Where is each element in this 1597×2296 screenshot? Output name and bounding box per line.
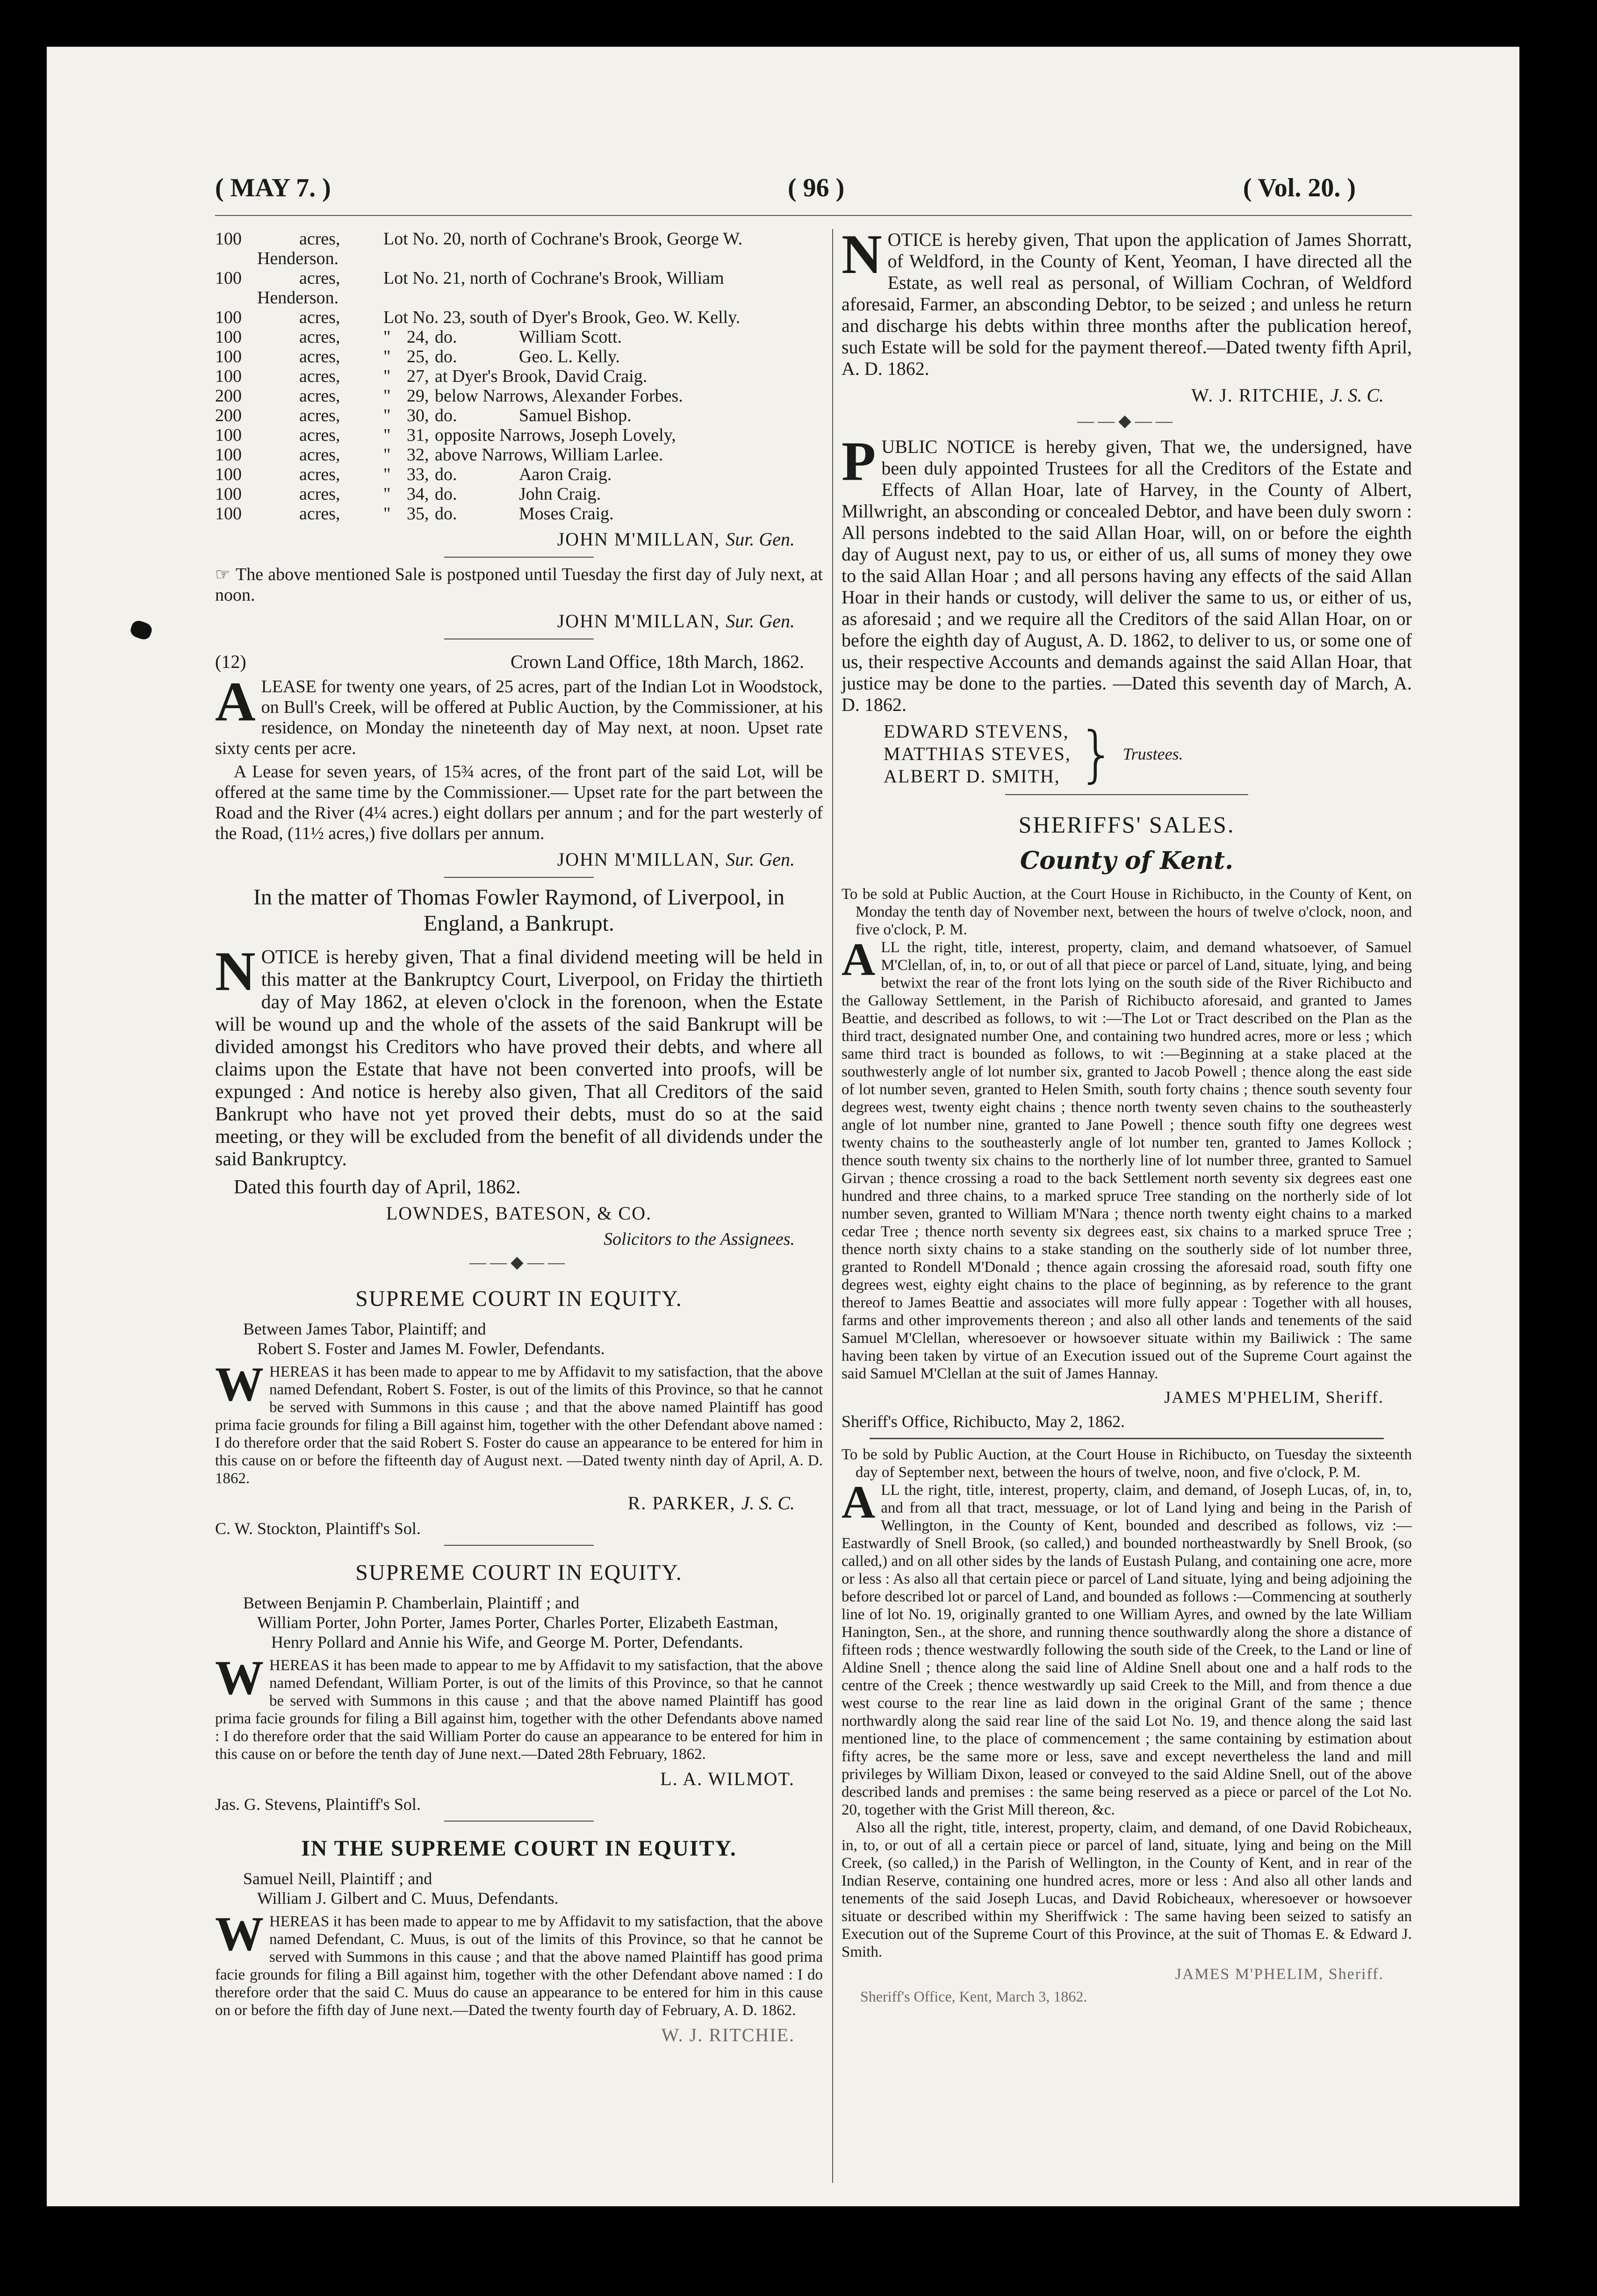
ditto-mark: " (383, 386, 391, 406)
ditto-mark: " (383, 465, 391, 484)
header-volume: ( Vol. 20. ) (1243, 173, 1356, 202)
left-column (215, 229, 823, 2051)
sale2-intro: To be sold by Public Auction, at the Court House in Richibucto, on Tuesday the sixteenth day of September next, between the hours of twelve, noon, and five o'clock, P. M. (842, 1446, 1412, 1481)
ditto-mark: " (383, 484, 391, 504)
lot-label: acres, (299, 386, 340, 406)
signature-title: Sur. Gen. (726, 610, 795, 631)
column-divider (832, 229, 833, 2183)
lot-place: do. (435, 465, 457, 484)
sc2-defendants: William Porter, John Porter, James Porter, Charles Porter, Elizabeth Eastman, Henry Pollard and Annie his Wife, and George M. Porter, Defendants. (257, 1613, 778, 1651)
lot-text: Lot No. 23, south of Dyer's Brook, Geo. W. Kelly. (383, 308, 741, 327)
sc2-between: Between Benjamin P. Chamberlain, Plaintiff ; and (243, 1593, 580, 1612)
lot-place: at Dyer's Brook, David Craig. (435, 366, 647, 386)
sale2-text: LL the right, title, interest, property, claim, and demand, of Joseph Lucas, of, in, to, and from all that tract, messuage, or lot of Land lying and being in the Parish of Wellington, in the County of Kent, bounded and described as follows, viz :—Eastwardly of Snell Brook, (so called,) and bounded northeastwardly by Snell Brook, (so called,) and on all other sides by the lands of Eustash Pulang, and containing one acre, more or less : As also all that certain piece or parcel of Land situate, lying and being adjoining the before described lot or parcel of Land, and bounded as follows :—Commencing at southerly line of lot No. 19, originally granted to one William Ayres, and owned by the late William Hanington, Sen., at the shore, and running thence southwardly along the shore a distance of fifteen rods ; thence westwardly following the south side of the Creek, to the Land or line of Aldine Snell ; thence along the said line of Aldine Snell about one and a half rods to the centre of the Creek ; thence westwardly up said Creek to the Mill, and from thence a due west course to the rear line as laid down in the original Grant of the same ; thence northwardly along the said rear line of the said Lot No. 19, and thence along the said last mentioned line, to the place of commencement ; the same containing by estimation about fifty acres, be the same more or less, save and except nevertheless the land and mill privileges by William Dixon, leased or conveyed to the said Aldine Snell, out of the above described lands and premises : the same being reserved as a piece or parcel of the Lot No. 20, together with the Grist Mill thereon, &c. (842, 1482, 1412, 1818)
sale2-body (842, 1476, 1412, 1819)
sc1-defendants: Robert S. Foster and James M. Fowler, Defendants. (257, 1339, 605, 1358)
sale2-office: Sheriff's Office, Kent, March 3, 1862. (860, 1988, 1087, 2005)
trustee-names (884, 720, 1071, 788)
lot-number: 29, (407, 386, 429, 406)
lot-number: 27, (407, 366, 429, 386)
lot-number: 25, (407, 347, 429, 366)
header-date: ( MAY 7. ) (215, 173, 331, 202)
lot-label: acres, (299, 229, 340, 249)
lot-acres: 200 (215, 406, 242, 425)
lot-row (215, 347, 823, 366)
drop-cap: P (842, 430, 876, 492)
lot-place: above Narrows, William Larlee. (435, 445, 663, 465)
lot-row (215, 268, 823, 288)
sc2-judge: L. A. WILMOT. (660, 1768, 795, 1789)
drop-cap: W (215, 1907, 264, 1961)
judge-title: J. S. C. (741, 1492, 795, 1514)
lot-place: do. (435, 504, 457, 524)
sc2-solicitor: Jas. G. Stevens, Plaintiff's Sol. (215, 1795, 421, 1814)
lot-text: Lot No. 20, north of Cochrane's Brook, George W. (383, 229, 743, 249)
trustee-notice (842, 430, 1412, 716)
lot-label: acres, (299, 484, 340, 504)
ditto-mark: " (383, 327, 391, 347)
n1-signature (842, 384, 1384, 406)
lot-row (215, 308, 823, 327)
ornament: ——◆—— (1077, 411, 1176, 430)
trustee-name: ALBERT D. SMITH, (884, 766, 1060, 787)
lot-place: do. (435, 327, 457, 347)
lot-label: acres, (299, 347, 340, 366)
lot-acres: 100 (215, 504, 242, 524)
bankrupt-notice (215, 940, 823, 1170)
sale1-office: Sheriff's Office, Richibucto, May 2, 1862. (842, 1412, 1125, 1431)
drop-cap: N (842, 223, 882, 285)
drop-cap: N (215, 940, 256, 1002)
lot-label: acres, (299, 504, 340, 524)
sc1-text: HEREAS it has been made to appear to me by Affidavit to my satisfaction, that the above named Defendant, Robert S. Foster, is out of the limits of this Province, so that he cannot be served with Summons in this cause ; and that the above named Plaintiff has good prima facie grounds for filing a Bill against him, together with the other Defendant above named : I do therefore order that the said Robert S. Foster do cause an appearance to be entered for him in this cause on or before the fifteenth day of August next. —Dated twenty ninth day of April, A. D. 1862. (215, 1363, 823, 1487)
trustee-name: MATTHIAS STEVES, (884, 743, 1071, 764)
sc3-body (215, 1907, 823, 2019)
sc1-solicitor: C. W. Stockton, Plaintiff's Sol. (215, 1519, 421, 1538)
divider (444, 1821, 594, 1822)
ditto-mark: " (383, 445, 391, 465)
lot-row (215, 229, 823, 249)
lot-acres: 200 (215, 386, 242, 406)
postponed-notice (215, 564, 823, 605)
sale1-intro: To be sold at Public Auction, at the Court House in Richibucto, in the County of Kent, on Monday the tenth day of November next, between the hours of twelve o'clock, noon, and five o'clock, P. M. (842, 886, 1412, 938)
lot-label: acres, (299, 308, 340, 327)
brace: } (1077, 718, 1116, 789)
crown-land-office: Crown Land Office, 18th March, 1862. (510, 651, 804, 672)
bankrupt-text: OTICE is hereby given, That a final dividend meeting will be held in this matter at the Bankruptcy Court, Liverpool, on Friday the thirtieth day of May 1862, at eleven o'clock in the forenoon, when the Estate will be wound up and the whole of the assets of the said Bankrupt will be divided amongst his Creditors who have proved their debts, and where all claims upon the Estate that have not been converted into proofs, will be expunged : And notice is hereby also given, That all Creditors of the said Bankrupt who have not yet proved their debts, must do so at the said meeting, or they will be excluded from the benefit of all dividends under the said Bankruptcy. (215, 947, 823, 1170)
bankrupt-dated: Dated this fourth day of April, 1862. (234, 1177, 521, 1198)
lot-place: do. (435, 406, 457, 425)
lot-continuation: Henderson. (257, 249, 339, 268)
lot-acres: 100 (215, 327, 242, 347)
sale1-text: LL the right, title, interest, property, claim, and demand whatsoever, of Samuel M'Clellan, of, in, to, or out of all that piece or parcel of Land, situate, lying, and being betwixt the rear of the front lots lying on the south side of the River Richibucto and the Galloway Settlement, in the Parish of Richibucto aforesaid, and granted to James Beattie, and described as follows, to wit :—The Lot or Tract described on the Plan as the third tract, designated number One, and containing two hundred acres, more or less ; which same third tract is bounded as follows, to wit :—Beginning at a stake placed at the southwesterly angle of lot number six, granted to Jacob Powell ; thence along the east side of lot number seven, granted to Helen Smith, south forty chains ; thence south seventy four degrees west, twenty eight chains ; thence north twenty seven chains to the southeasterly angle of lot number nine, granted to Jane Powell ; thence south fifty one degrees west twenty chains to the southeasterly angle of lot number ten, granted to James Kollock ; thence south twenty six chains to the northerly line of lot number three, granted to Samuel Girvan ; thence crossing a road to the back Settlement north seventy six degrees east one hundred and three chains, to a marked spruce Tree standing on the northerly side of lot number seven, granted to William M'Nara ; thence north twenty eight chains to a marked cedar Tree ; thence north seventy six degrees east, six chains to a marked spruce Tree ; thence north sixty chains to a stake standing on the southerly side of lot number three, granted to Rondell M'Donald ; thence again crossing the aforesaid road, south fifty one degrees west, eighty eight chains to the place of beginning, as by reference to the grant thereof to James Beattie and associates will more fully appear : Together with all houses, farms and other improvements thereon ; and also all other lands and tenements of the said Samuel M'Clellan, wheresoever or howsoever situate within my Bailiwick : The same having been taken by virtue of an Execution issued out of the Supreme Court against the said Samuel M'Clellan at the suit of James Hannay. (842, 939, 1412, 1382)
sale1-body (842, 933, 1412, 1383)
ornament: ——◆—— (469, 1253, 568, 1271)
lot-place: below Narrows, Alexander Forbes. (435, 386, 683, 406)
signature-surveyor-3 (215, 848, 795, 870)
pointing-hand-icon: ☞ (215, 565, 230, 584)
lowndes-signature: LOWNDES, BATESON, & CO. (386, 1203, 652, 1224)
lot-label: acres, (299, 327, 340, 347)
sale2-sheriff: JAMES M'PHELIM, Sheriff. (1175, 1966, 1384, 1983)
ditto-mark: " (383, 504, 391, 524)
lot-label: acres, (299, 425, 340, 445)
newspaper-page (47, 47, 1519, 2206)
signature-surveyor-2 (215, 610, 795, 632)
judge-name: R. PARKER, (627, 1492, 736, 1514)
crown-land-heading (215, 651, 804, 673)
lot-acres: 100 (215, 425, 242, 445)
lot-acres: 100 (215, 347, 242, 366)
lease-text: LEASE for twenty one years, of 25 acres, part of the Indian Lot in Woodstock, on Bull's Creek, will be offered at Public Auction, by the Commissioner, at his residence, on Monday the nineteenth day of May next, at noon. Upset rate sixty cents per acre. (215, 677, 823, 758)
divider (444, 1545, 594, 1546)
lot-number: 34, (407, 484, 429, 504)
sc2-title: SUPREME COURT IN EQUITY. (355, 1560, 683, 1585)
lot-acres: 100 (215, 308, 242, 327)
drop-cap: W (215, 1357, 264, 1411)
drop-cap: A (215, 670, 256, 732)
lot-row (215, 386, 823, 406)
notice-number: (12) (215, 651, 246, 672)
lot-label: acres, (299, 465, 340, 484)
lot-name: William Scott. (519, 327, 622, 347)
sale2-body2: Also all the right, title, interest, property, claim, and demand, of one David Robicheaux, in, to, or out of all a certain piece or parcel of land, situate, lying and being on the Mill Creek, (so called,) in the Parish of Wellington, in the County of Kent, and in rear of the Indian Reserve, containing one hundred acres, more or less : And also all other lands and tenements of the said Joseph Lucas, and David Robicheaux, wheresoever or howsoever situate or described within my Sheriffwick : The same having been seized to satisfy an Execution out of the Supreme Court of this Province, at the suit of Thomas E. & Edward J. Smith. (842, 1819, 1412, 1960)
sc1-title: SUPREME COURT IN EQUITY. (355, 1286, 683, 1311)
trustees-block (884, 720, 1412, 788)
ditto-mark: " (383, 406, 391, 425)
lot-row (215, 465, 823, 484)
signature-surveyor-1 (215, 528, 795, 550)
lot-continuation: Henderson. (257, 288, 339, 308)
lease-notice-1 (215, 670, 823, 759)
sc3-title: IN THE SUPREME COURT IN EQUITY. (301, 1836, 737, 1861)
signature-title: Sur. Gen. (726, 529, 795, 550)
lot-acres: 100 (215, 268, 242, 288)
lot-acres: 100 (215, 445, 242, 465)
lot-place: do. (435, 484, 457, 504)
lot-name: Samuel Bishop. (519, 406, 632, 425)
lot-row (215, 366, 823, 386)
lot-acres: 100 (215, 229, 242, 249)
solicitors-label: Solicitors to the Assignees. (604, 1229, 795, 1249)
drop-cap: W (215, 1651, 264, 1705)
bankrupt-title: In the matter of Thomas Fowler Raymond, of Liverpool, in England, a Bankrupt. (253, 885, 785, 936)
lot-row (215, 504, 823, 524)
signature-name: JOHN M'MILLAN, (557, 529, 720, 550)
lot-row (215, 425, 823, 445)
divider (870, 1438, 1384, 1439)
divider (444, 877, 594, 878)
crown-lot-list (215, 229, 823, 524)
lot-row (215, 406, 823, 425)
sc3-text: HEREAS it has been made to appear to me by Affidavit to my satisfaction, that the above named Defendant, C. Muus, is out of the limits of this Province, so that he cannot be served with Summons in this cause ; and that the above named Plaintiff has good prima facie grounds for filing a Bill against him, together with the other Defendant above named : I do therefore order that the said C. Muus do cause an appearance to be entered for him in this cause on or before the fifth day of June next.—Dated the twenty fourth day of February, A. D. 1862. (215, 1913, 823, 2019)
lot-number: 30, (407, 406, 429, 425)
signature-name: W. J. RITCHIE, (1191, 385, 1325, 406)
absconding-text: OTICE is hereby given, That upon the application of James Shorratt, of Weldford, in the County of Kent, Yeoman, I have directed all the Estate, as well real as personal, of William Cochran, of Weldford aforesaid, Farmer, an absconding Debtor, to be seized ; and unless he return and discharge his debts within three months after the publication hereof, such Estate will be sold for the payment thereof.—Dated twenty fifth April, A. D. 1862. (842, 229, 1412, 379)
drop-cap: A (842, 933, 876, 985)
divider (444, 557, 594, 558)
sc1-body (215, 1357, 823, 1487)
divider (1005, 794, 1248, 795)
lot-label: acres, (299, 366, 340, 386)
lot-number: 32, (407, 445, 429, 465)
lot-row (215, 327, 823, 347)
ditto-mark: " (383, 347, 391, 366)
lot-text: Lot No. 21, north of Cochrane's Brook, William (383, 268, 724, 288)
lot-number: 31, (407, 425, 429, 445)
lot-acres: 100 (215, 465, 242, 484)
lot-name: Aaron Craig. (519, 465, 612, 484)
trustee-name: EDWARD STEVENS, (884, 721, 1069, 742)
lot-name: Geo. L. Kelly. (519, 347, 620, 366)
absconding-notice (842, 223, 1412, 380)
postponed-text: The above mentioned Sale is postponed until Tuesday the first day of July next, at noon. (215, 565, 823, 605)
lot-label: acres, (299, 445, 340, 465)
lot-number: 24, (407, 327, 429, 347)
sale1-sheriff: JAMES M'PHELIM, Sheriff. (1164, 1388, 1384, 1406)
sc3-between: Samuel Neill, Plaintiff ; and (243, 1869, 432, 1888)
trustee-text: UBLIC NOTICE is hereby given, That we, the undersigned, have been duly appointed Trustees for all the Creditors of the Estate and Effects of Allan Hoar, late of Harvey, in the County of Albert, Millwright, an absconding or concealed Debtor, and have been duly sworn : All persons indebted to the said Allan Hoar, will, on or before the eighth day of August next, pay to us, or either of us, all sums of money they owe to the said Allan Hoar ; and all persons having any effects of the said Allan Hoar in their hands or custody, will deliver the same to us, or either of us, as aforesaid ; and we require all the Creditors of the said Allan Hoar, on or before the eighth day of August, A. D. 1862, to deliver to us, or some one of us, their respective Accounts and demands against the said Allan Hoar, that justice may be done to the parties. —Dated this seventh day of March, A. D. 1862. (842, 436, 1412, 715)
lease-notice-2: A Lease for seven years, of 15¾ acres, of the front part of the said Lot, will be offered at the same time by the Commissioner.— Upset rate for the part between the Road and the River (4¼ acres.) eight dollars per annum ; and for the part westerly of the Road, (11½ acres,) five dollars per annum. (215, 762, 823, 843)
ink-blot (129, 619, 154, 642)
lot-acres: 100 (215, 484, 242, 504)
lot-number: 35, (407, 504, 429, 524)
sheriffs-sales-title: SHERIFFS' SALES. (1018, 811, 1235, 838)
drop-cap: A (842, 1476, 876, 1528)
lot-place: opposite Narrows, Joseph Lovely, (435, 425, 676, 445)
ditto-mark: " (383, 366, 391, 386)
lot-place: do. (435, 347, 457, 366)
lot-label: acres, (299, 406, 340, 425)
header-rule (215, 215, 1412, 216)
lot-row (215, 484, 823, 504)
sc3-defendants: William J. Gilbert and C. Muus, Defendants. (257, 1889, 559, 1908)
sc1-between: Between James Tabor, Plaintiff; and (243, 1320, 486, 1338)
right-column (842, 223, 1412, 2005)
header-page-number: ( 96 ) (788, 173, 845, 202)
signature-title: Sur. Gen. (726, 849, 795, 870)
county-heading: County of Kent. (1020, 847, 1234, 875)
sc1-judge (215, 1492, 795, 1514)
lot-name: Moses Craig. (519, 504, 614, 524)
lot-label: acres, (299, 268, 340, 288)
signature-title: J. S. C. (1330, 385, 1384, 406)
sc3-judge: W. J. RITCHIE. (661, 2024, 795, 2045)
ditto-mark: " (383, 425, 391, 445)
lot-name: John Craig. (519, 484, 601, 504)
lot-number: 33, (407, 465, 429, 484)
lot-acres: 100 (215, 366, 242, 386)
signature-name: JOHN M'MILLAN, (557, 849, 720, 870)
sc2-text: HEREAS it has been made to appear to me by Affidavit to my satisfaction, that the above named Defendant, William Porter, is out of the limits of this Province, so that he cannot be served with Summons in this cause ; and that the above named Plaintiff has good prima facie grounds for filing a Bill against him, together with the other Defendants above named : I do therefore order that the said William Porter do cause an appearance to be entered for him in this cause on or before the tenth day of June next.—Dated 28th February, 1862. (215, 1657, 823, 1763)
trustees-label: Trustees. (1122, 745, 1183, 763)
lot-row (215, 445, 823, 465)
signature-name: JOHN M'MILLAN, (557, 610, 720, 631)
sc2-body (215, 1651, 823, 1763)
